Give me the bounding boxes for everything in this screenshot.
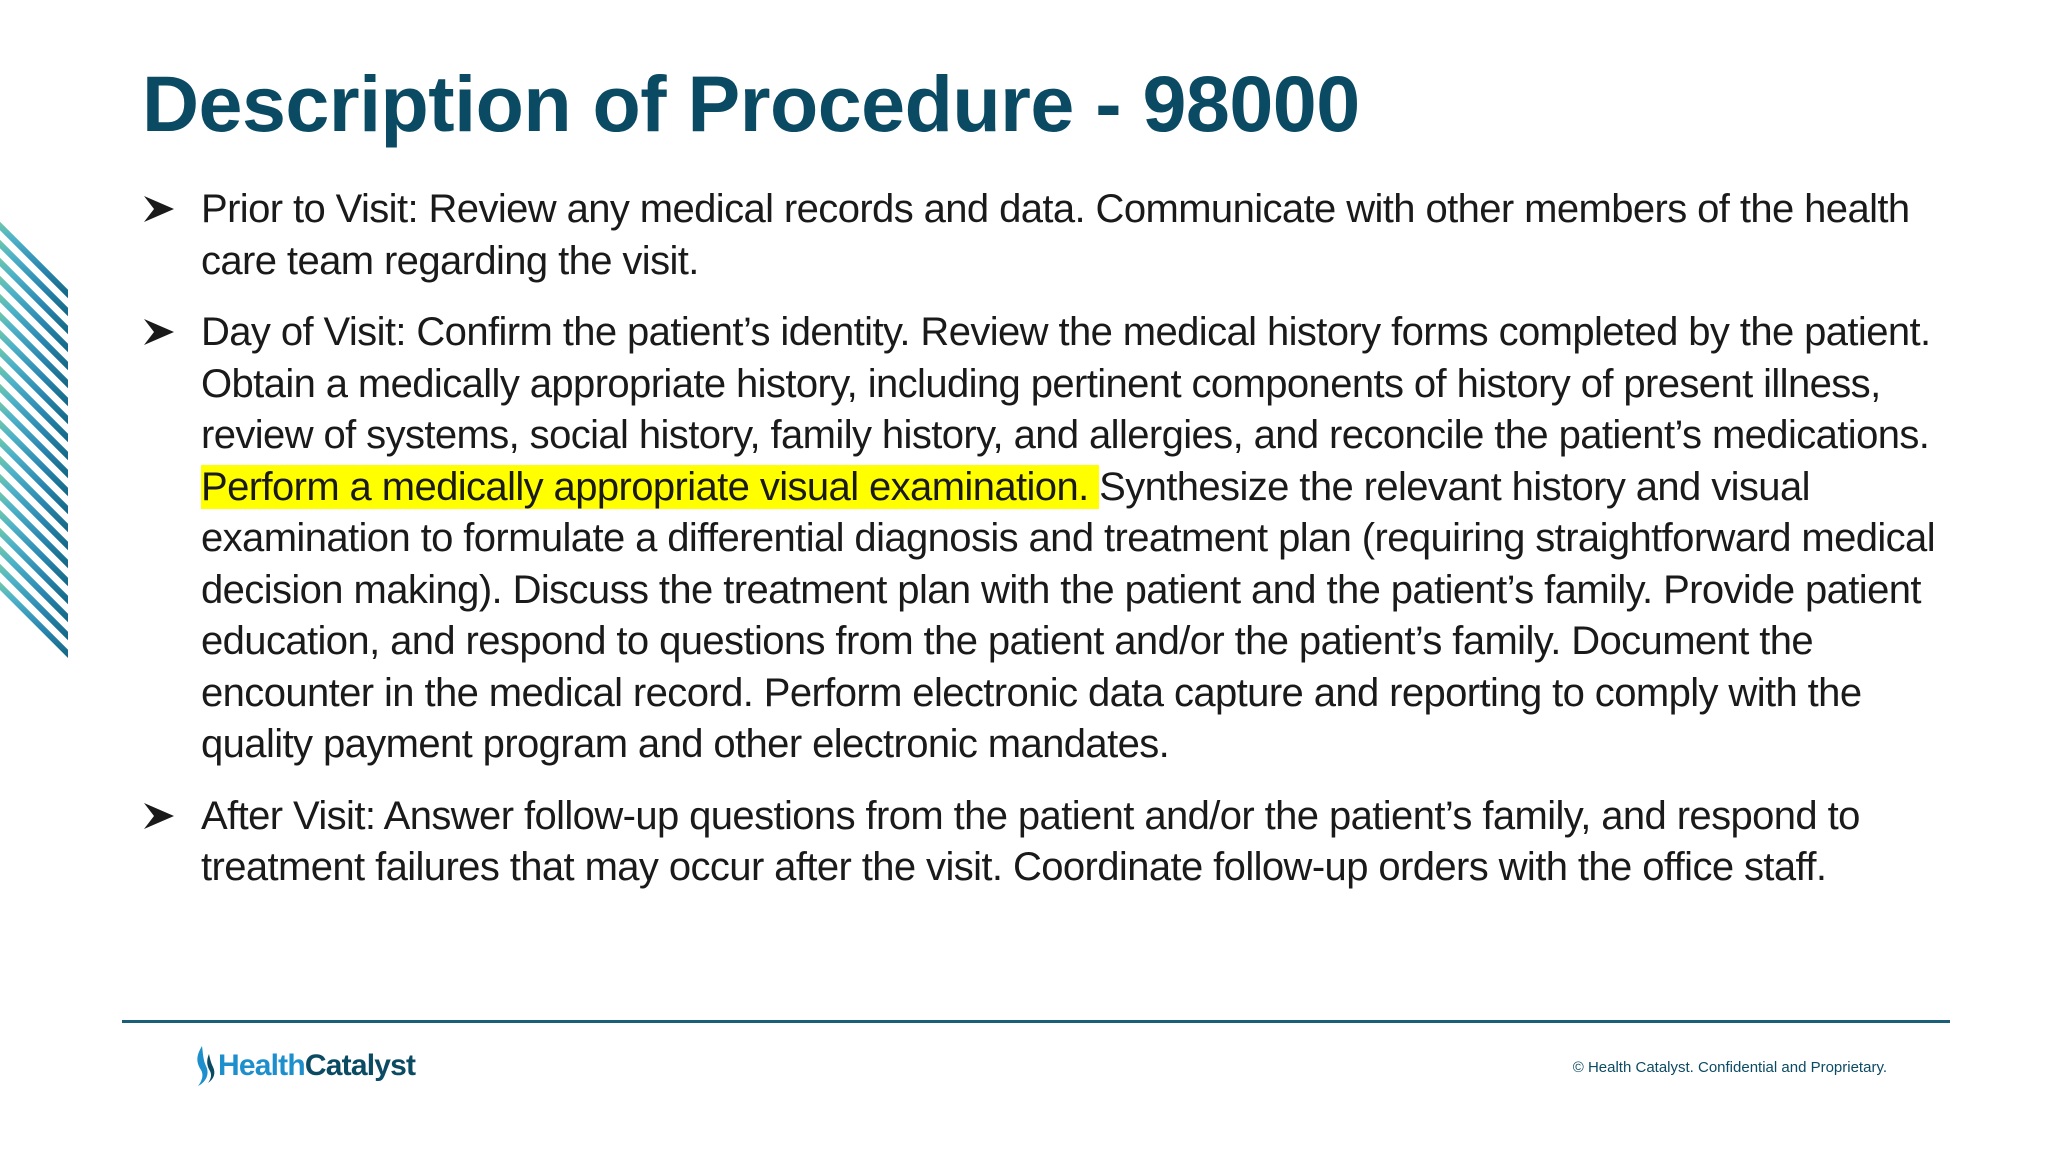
arrowhead-bullet-icon	[142, 317, 176, 347]
slide-title: Description of Procedure - 98000	[142, 59, 1360, 148]
decorative-stripes	[0, 218, 68, 658]
flame-icon	[192, 1044, 216, 1088]
logo-health: Health	[218, 1049, 305, 1082]
bullet-day-of-visit	[142, 307, 1942, 771]
bullet-text: Prior to Visit: Review any medical records and data. Communicate with other members of the health care team regarding the visit.	[201, 187, 1910, 283]
bullet-list	[142, 184, 1942, 894]
logo-catalyst: Catalyst	[304, 1049, 416, 1082]
copyright-notice: © Health Catalyst. Confidential and Proprietary.	[1572, 1059, 1887, 1076]
highlighted-text: Perform a medically appropriate visual examination.	[201, 464, 1100, 509]
bullet-prior-to-visit	[142, 184, 1942, 287]
bullet-text-continued: Synthesize the relevant history and visual examination to formulate a differential diagnosis and treatment plan (requiring straightforward medical decision making). Discuss the treatment plan with the patient and the patient’s family. Provide patient education, and respond to questions from the patient and/or the patient’s family. Document the encounter in the medical record. Perform electronic data capture and reporting to comply with the quality payment program and other electronic mandates.	[201, 464, 1935, 766]
arrowhead-bullet-icon	[142, 801, 176, 831]
bullet-text: Day of Visit: Confirm the patient’s identity. Review the medical history forms completed by the patient. Obtain a medically appropriate history, including pertinent components of history of present illness, review of systems, social history, family history, and allergies, and reconcile the patient’s medications.	[201, 310, 1931, 457]
arrowhead-bullet-icon	[142, 194, 176, 224]
bullet-after-visit	[142, 791, 1942, 894]
health-catalyst-logo	[192, 1044, 415, 1088]
footer-divider	[122, 1020, 1950, 1023]
bullet-text: After Visit: Answer follow-up questions from the patient and/or the patient’s family, and respond to treatment failures that may occur after the visit. Coordinate follow-up orders with the office staff.	[201, 793, 1860, 889]
